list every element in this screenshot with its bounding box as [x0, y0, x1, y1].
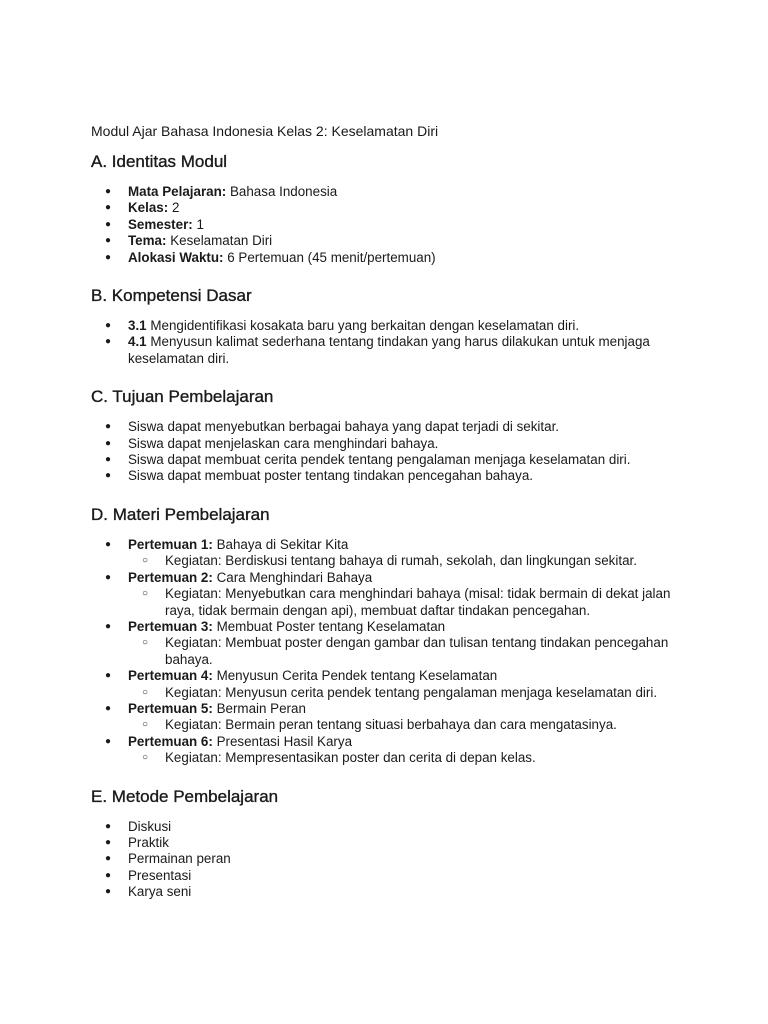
list-item [91, 250, 691, 266]
bullet-icon: ● [105, 320, 112, 332]
list-item [91, 217, 691, 233]
item-value: Mengidentifikasi kosakata baru yang berkaitan dengan keselamatan diri. [150, 318, 580, 334]
activity-list [128, 586, 691, 619]
item-label: 3.1 [128, 318, 147, 334]
item-value: Menyusun Cerita Pendek tentang Keselamatan [216, 668, 498, 684]
list-item [91, 570, 691, 619]
item-value: 2 [171, 200, 180, 216]
circle-bullet-icon: ○ [142, 752, 149, 764]
list-item [91, 318, 691, 334]
list-item [91, 419, 691, 435]
item-text: Diskusi [128, 818, 172, 834]
item-value: 6 Pertemuan (45 menit/pertemuan) [227, 249, 436, 265]
item-value: Cara Menghindari Bahaya [216, 569, 373, 585]
item-text: Siswa dapat menyebutkan berbagai bahaya yang dapat terjadi di sekitar. [128, 419, 560, 435]
activity-list [128, 553, 691, 569]
item-value: Presentasi Hasil Karya [216, 733, 353, 749]
bullet-icon: ● [105, 202, 112, 214]
activity-text: Kegiatan: Bermain peran tentang situasi berbahaya dan cara mengatasinya. [165, 717, 617, 733]
activity-list [128, 750, 691, 766]
tujuan-list [91, 419, 691, 485]
bullet-icon: ● [105, 735, 112, 747]
list-item [91, 701, 691, 734]
list-item [91, 468, 691, 484]
list-item [91, 884, 691, 900]
bullet-icon: ● [105, 218, 112, 230]
list-item [91, 819, 691, 835]
item-label: Pertemuan 3: [128, 618, 213, 634]
section-heading-identitas: A. Identitas Modul [91, 152, 228, 171]
bullet-icon: ● [105, 702, 112, 714]
metode-list [91, 819, 691, 901]
list-item [91, 537, 691, 570]
activity-item [128, 717, 691, 733]
bullet-icon: ● [105, 235, 112, 247]
activity-item [128, 553, 691, 569]
bullet-icon: ● [105, 836, 112, 848]
item-label: Pertemuan 4: [128, 668, 213, 684]
section-heading-kompetensi: B. Kompetensi Dasar [91, 286, 252, 306]
item-label: Pertemuan 2: [128, 569, 213, 585]
section-heading-tujuan: C. Tujuan Pembelajaran [91, 387, 274, 407]
item-value: Bahaya di Sekitar Kita [216, 536, 349, 552]
bullet-icon: ● [105, 869, 112, 881]
circle-bullet-icon: ○ [142, 719, 149, 731]
item-value: Bermain Peran [216, 700, 306, 716]
item-label: 4.1 [128, 334, 147, 350]
item-label: Alokasi Waktu: [128, 249, 224, 265]
list-item [91, 334, 691, 367]
circle-bullet-icon: ○ [142, 588, 149, 600]
identitas-list [91, 184, 691, 266]
list-item [91, 851, 691, 867]
item-text: Permainan peran [128, 851, 231, 867]
activity-text: Kegiatan: Berdiskusi tentang bahaya di rumah, sekolah, dan lingkungan sekitar. [165, 553, 637, 569]
item-label: Kelas: [128, 200, 169, 216]
bullet-icon: ● [105, 853, 112, 865]
item-label: Pertemuan 5: [128, 700, 213, 716]
activity-item [128, 586, 691, 619]
list-item [91, 619, 691, 668]
document-title: Modul Ajar Bahasa Indonesia Kelas 2: Keselamatan Diri [91, 123, 439, 139]
activity-text: Kegiatan: Mempresentasikan poster dan cerita di depan kelas. [165, 750, 536, 766]
item-value: Membuat Poster tentang Keselamatan [216, 618, 446, 634]
circle-bullet-icon: ○ [142, 686, 149, 698]
item-value: Keselamatan Diri [170, 233, 273, 249]
kompetensi-list [91, 318, 691, 367]
bullet-icon: ● [105, 336, 112, 348]
list-item [91, 452, 691, 468]
item-label: Pertemuan 6: [128, 733, 213, 749]
item-value: Bahasa Indonesia [229, 184, 338, 199]
list-item [91, 200, 691, 216]
activity-list [128, 717, 691, 733]
list-item [91, 184, 691, 200]
activity-item [128, 685, 691, 701]
materi-list [91, 537, 691, 767]
item-label: Semester: [128, 216, 193, 232]
list-item [91, 868, 691, 884]
list-item [91, 668, 691, 701]
item-text: Siswa dapat membuat poster tentang tindakan pencegahan bahaya. [128, 468, 533, 484]
section-heading-materi: D. Materi Pembelajaran [91, 504, 270, 524]
list-item [91, 436, 691, 452]
bullet-icon: ● [105, 421, 112, 433]
bullet-icon: ● [105, 437, 112, 449]
bullet-icon: ● [105, 886, 112, 898]
activity-text: Kegiatan: Membuat poster dengan gambar dan tulisan tentang tindakan pencegahan bahaya. [165, 635, 669, 667]
item-text: Presentasi [128, 867, 192, 883]
bullet-icon: ● [105, 538, 112, 550]
bullet-icon: ● [105, 820, 112, 832]
bullet-icon: ● [105, 620, 112, 632]
bullet-icon: ● [105, 470, 112, 482]
item-value: 1 [196, 216, 204, 232]
item-label: Mata Pelajaran: [128, 184, 227, 199]
list-item [91, 233, 691, 249]
circle-bullet-icon: ○ [142, 555, 149, 567]
item-value: Menyusun kalimat sederhana tentang tindakan yang harus dilakukan untuk menjaga keselamatan diri. [128, 334, 650, 366]
activity-list [128, 635, 691, 668]
document-page [91, 123, 691, 921]
bullet-icon: ● [105, 454, 112, 466]
item-text: Praktik [128, 834, 169, 850]
activity-list [128, 685, 691, 701]
list-item [91, 835, 691, 851]
activity-item [128, 750, 691, 766]
bullet-icon: ● [105, 571, 112, 583]
activity-item [128, 635, 691, 668]
list-item [91, 734, 691, 767]
item-text: Siswa dapat membuat cerita pendek tentang pengalaman menjaga keselamatan diri. [128, 452, 631, 468]
item-text: Karya seni [128, 884, 192, 900]
bullet-icon: ● [105, 186, 112, 197]
activity-text: Kegiatan: Menyebutkan cara menghindari bahaya (misal: tidak bermain di dekat jalan raya, tidak bermain dengan api), membuat daftar tindakan pencegahan. [165, 586, 671, 618]
circle-bullet-icon: ○ [142, 637, 149, 649]
activity-text: Kegiatan: Menyusun cerita pendek tentang pengalaman menjaga keselamatan diri. [165, 684, 658, 700]
item-label: Pertemuan 1: [128, 536, 213, 552]
item-label: Tema: [128, 233, 167, 249]
item-text: Siswa dapat menjelaskan cara menghindari bahaya. [128, 435, 439, 451]
bullet-icon: ● [105, 670, 112, 682]
bullet-icon: ● [105, 251, 112, 263]
section-heading-metode: E. Metode Pembelajaran [91, 786, 279, 806]
